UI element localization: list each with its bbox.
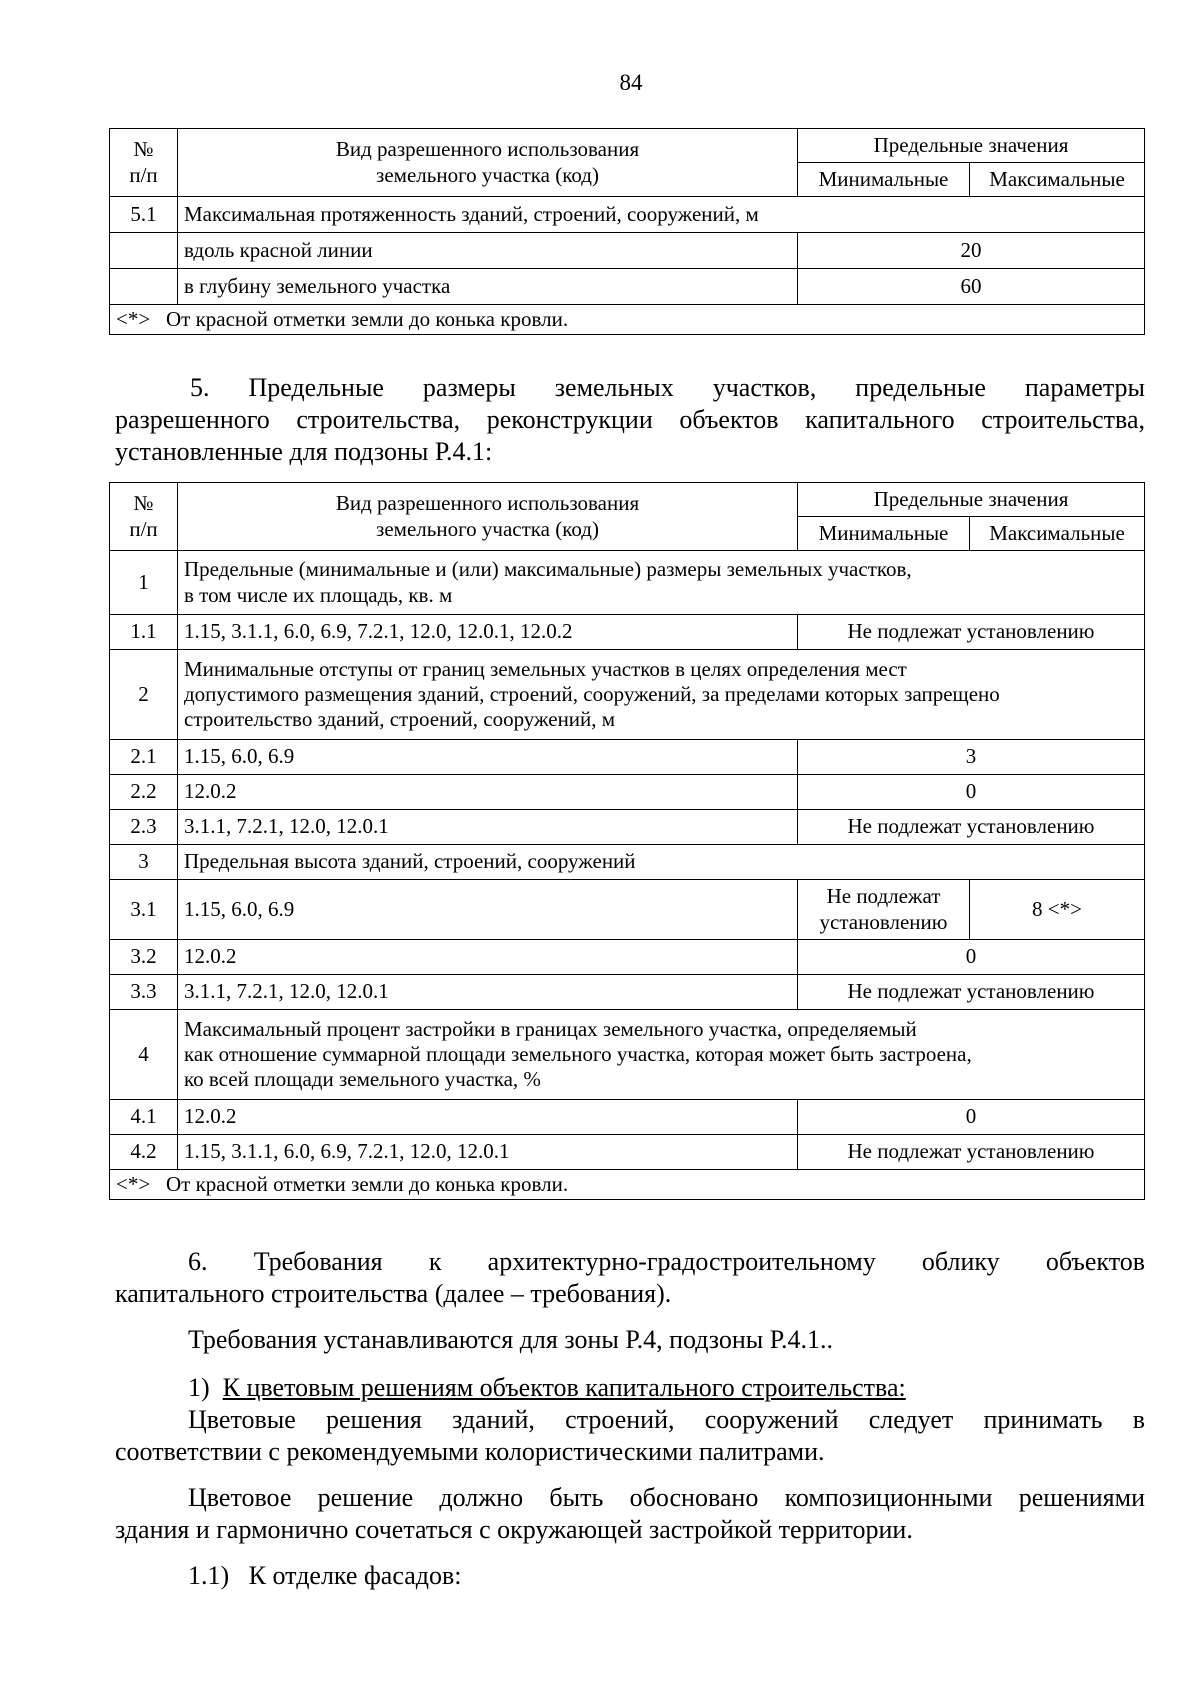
header-type: Вид разрешенного использования земельного участка (код) [178, 483, 798, 551]
table-row: 2.2 12.0.2 0 [110, 775, 1145, 810]
table-row: 4 Максимальный процент застройки в границах земельного участка, определяемый как отношение суммарной площади земельного участка, которая может быть застроена, ко всей площади земельного участка, % [110, 1010, 1145, 1100]
table-footnote: <*> От красной отметки земли до конька кровли. [110, 1170, 1145, 1200]
header-max: Максимальные [970, 517, 1145, 551]
color-justification-paragraph: Цветовое решение должно быть обосновано композиционными решениями здания и гармонично сочетаться с окружающей застройкой территории. [115, 1483, 1145, 1544]
table-row: 3.3 3.1.1, 7.2.1, 12.0, 12.0.1 Не подлежат установлению [110, 975, 1145, 1010]
header-max: Максимальные [970, 163, 1145, 197]
table-row: 3 Предельная высота зданий, строений, сооружений [110, 845, 1145, 880]
table-row: 2.1 1.15, 6.0, 6.9 3 [110, 740, 1145, 775]
table-row: 3.2 12.0.2 0 [110, 940, 1145, 975]
table-row: 1.1 1.15, 3.1.1, 6.0, 6.9, 7.2.1, 12.0, 12.0.1, 12.0.2 Не подлежат установлению [110, 615, 1145, 650]
item-1-1-heading: 1.1) К отделке фасадов: [188, 1561, 462, 1590]
item-1-heading: 1) К цветовым решениям объектов капитального строительства: [188, 1373, 906, 1402]
section-6-heading: 6. Требования к архитектурно-градостроительному облику объектов капитального строительства (далее – требования). [115, 1247, 1145, 1308]
table-row: 4.2 1.15, 3.1.1, 6.0, 6.9, 7.2.1, 12.0, 12.0.1 Не подлежат установлению [110, 1135, 1145, 1170]
requirements-zone-paragraph: Требования устанавливаются для зоны Р.4, подзоны Р.4.1.. [188, 1325, 833, 1354]
table-row: в глубину земельного участка 60 [110, 269, 1145, 305]
header-type: Вид разрешенного использования земельного участка (код) [178, 129, 798, 197]
table-row: 2 Минимальные отступы от границ земельных участков в целях определения мест допустимого размещения зданий, строений, сооружений, за пределами которых запрещено строительство зданий, строений, сооружений, м [110, 650, 1145, 740]
table-footnote: <*> От красной отметки земли до конька кровли. [110, 305, 1145, 335]
header-limits: Предельные значения [798, 129, 1145, 163]
header-num: № п/п [110, 129, 178, 197]
table-row: вдоль красной линии 20 [110, 233, 1145, 269]
page-number: 84 [619, 70, 643, 95]
table-row: 3.1 1.15, 6.0, 6.9 Не подлежат установлению 8 <*> [110, 880, 1145, 940]
color-solutions-paragraph: Цветовые решения зданий, строений, сооружений следует принимать в соответствии с рекомендуемыми колористическими палитрами. [115, 1405, 1145, 1466]
header-min: Минимальные [798, 163, 970, 197]
table-parameters-r41 [109, 482, 1145, 1200]
table-parameters-continued [109, 128, 1145, 335]
section-5-heading: 5. Предельные размеры земельных участков, предельные параметры разрешенного строительства, реконструкции объектов капитального строительства, установленные для подзоны Р.4.1: [115, 373, 1145, 466]
table-row: 5.1 Максимальная протяженность зданий, строений, сооружений, м [110, 197, 1145, 233]
table-row: 2.3 3.1.1, 7.2.1, 12.0, 12.0.1 Не подлежат установлению [110, 810, 1145, 845]
header-limits: Предельные значения [798, 483, 1145, 517]
header-min: Минимальные [798, 517, 970, 551]
table-row: 4.1 12.0.2 0 [110, 1100, 1145, 1135]
header-num: № п/п [110, 483, 178, 551]
table-row: 1 Предельные (минимальные и (или) максимальные) размеры земельных участков, в том числе их площадь, кв. м [110, 551, 1145, 615]
